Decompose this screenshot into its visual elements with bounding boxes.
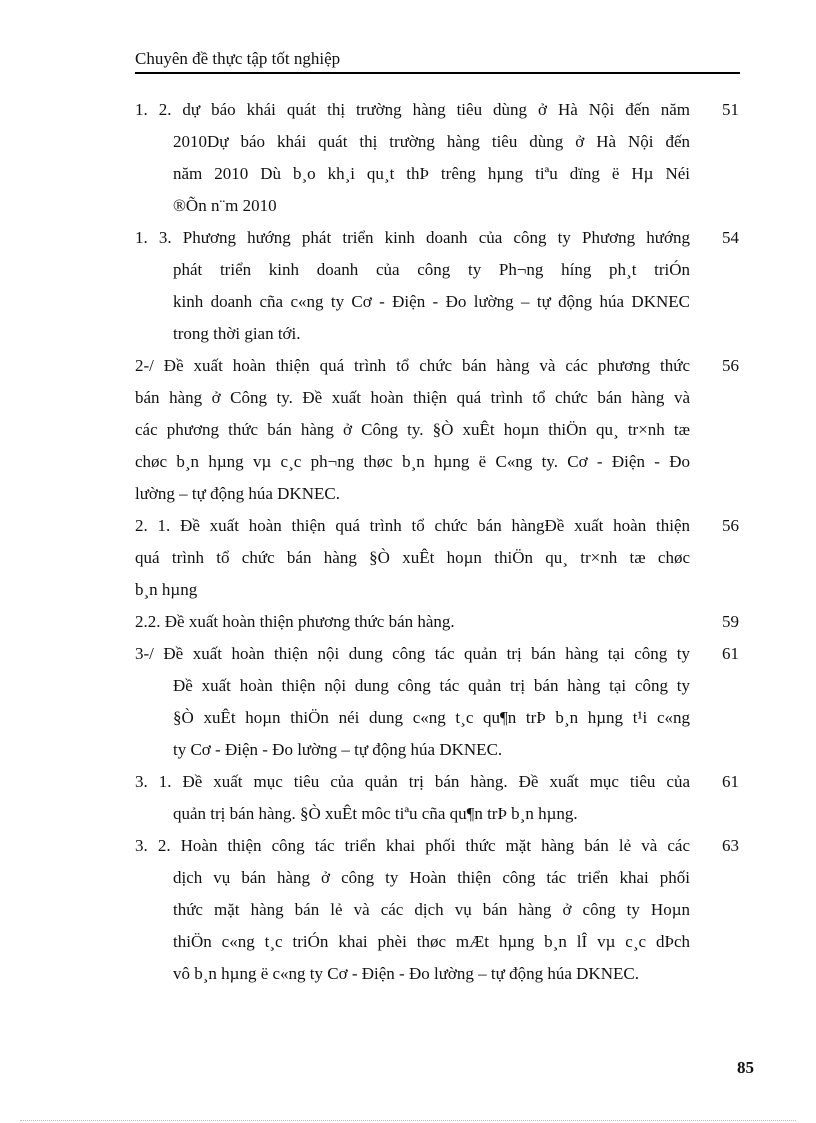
- header-title: Chuyên đề thực tập tốt nghiệp: [135, 49, 341, 68]
- toc-line: 1. 3. Phương hướng phát triển kinh doanh của công ty Phương hướng: [135, 228, 690, 247]
- toc-line: lường – tự động húa DKNEC.: [135, 484, 340, 503]
- page-number: 85: [737, 1058, 754, 1077]
- toc-entry[interactable]: [135, 830, 741, 990]
- toc-page-number: 56: [722, 516, 739, 535]
- toc-line: 2. 1. Đề xuất hoàn thiện quá trình tổ chức bán hàngĐề xuất hoàn thiện: [135, 516, 690, 535]
- toc-entry[interactable]: [135, 222, 741, 350]
- toc-line: quản trị bán hàng. §Ò xuÊt môc tiªu cña qu¶n trÞ b¸n hµng.: [173, 804, 578, 823]
- toc-line: 3-/ Đề xuất hoàn thiện nội dung công tác quản trị bán hàng tại công ty: [135, 644, 690, 663]
- toc-entry[interactable]: [135, 510, 741, 606]
- toc-entry[interactable]: [135, 766, 741, 830]
- toc-line: ty Cơ - Điện - Đo lường – tự động húa DKNEC.: [173, 740, 503, 759]
- toc-line: 2010Dự báo khái quát thị trường hàng tiêu dùng ở Hà Nội đến: [173, 132, 690, 151]
- toc-line: năm 2010 Dù b¸o kh¸i qu¸t thÞ trêng hµng tiªu dïng ë Hµ Néi: [173, 164, 690, 183]
- toc-line: quá trình tổ chức bán hàng §Ò xuÊt hoµn thiÖn qu¸ tr×nh tæ chøc: [135, 548, 690, 567]
- table-of-contents: [135, 94, 741, 990]
- toc-page-number: 61: [722, 772, 739, 791]
- toc-line: thiÖn c«ng t¸c triÓn khai phèi thøc mÆt hµng b¸n lÎ vµ c¸c dÞch: [173, 932, 690, 951]
- toc-line: 3. 2. Hoàn thiện công tác triển khai phối thức mặt hàng bán lẻ và các: [135, 836, 690, 855]
- toc-line: Đề xuất hoàn thiện nội dung công tác quản trị bán hàng tại công ty: [173, 676, 690, 695]
- toc-page-number: 56: [722, 356, 739, 375]
- toc-line: §Ò xuÊt hoµn thiÖn néi dung c«ng t¸c qu¶n trÞ b¸n hµng t¹i c«ng: [173, 708, 690, 727]
- toc-entry[interactable]: [135, 94, 741, 222]
- toc-line: 2.2. Đề xuất hoàn thiện phương thức bán hàng.: [135, 612, 455, 631]
- toc-line: thức mặt hàng bán lẻ và các dịch vụ bán hàng ở công ty Hoµn: [173, 900, 690, 919]
- toc-line: các phương thức bán hàng ở Công ty. §Ò xuÊt hoµn thiÖn qu¸ tr×nh tæ: [135, 420, 690, 439]
- toc-entry[interactable]: [135, 638, 741, 766]
- toc-line: b¸n hµng: [135, 580, 198, 599]
- toc-line: 3. 1. Đề xuất mục tiêu của quản trị bán hàng. Đề xuất mục tiêu của: [135, 772, 690, 791]
- toc-line: phát triển kinh doanh của công ty Ph¬ng híng ph¸t triÓn: [173, 260, 690, 279]
- toc-page-number: 51: [722, 100, 739, 119]
- toc-entry[interactable]: [135, 606, 741, 638]
- toc-line: kinh doanh cña c«ng ty Cơ - Điện - Đo lường – tự động húa DKNEC: [173, 292, 690, 311]
- toc-line: dịch vụ bán hàng ở công ty Hoàn thiện công tác triển khai phối: [173, 868, 690, 887]
- toc-page-number: 61: [722, 644, 739, 663]
- toc-line: chøc b¸n hµng vµ c¸c ph¬ng thøc b¸n hµng ë C«ng ty. Cơ - Điện - Đo: [135, 452, 690, 471]
- toc-page-number: 63: [722, 836, 739, 855]
- toc-line: vô b¸n hµng ë c«ng ty Cơ - Điện - Đo lường – tự động húa DKNEC.: [173, 964, 639, 983]
- toc-page-number: 54: [722, 228, 739, 247]
- toc-line: 1. 2. dự báo khái quát thị trường hàng tiêu dùng ở Hà Nội đến năm: [135, 100, 690, 119]
- page-header: [135, 48, 740, 74]
- page-bottom-divider: [20, 1120, 796, 1121]
- toc-line: bán hàng ở Công ty. Đề xuất hoàn thiện quá trình tổ chức bán hàng và: [135, 388, 690, 407]
- toc-line: 2-/ Đề xuất hoàn thiện quá trình tổ chức bán hàng và các phương thức: [135, 356, 690, 375]
- toc-page-number: 59: [722, 612, 739, 631]
- toc-line: trong thời gian tới.: [173, 324, 301, 343]
- toc-line: ®Õn n¨m 2010: [173, 196, 277, 215]
- toc-entry[interactable]: [135, 350, 741, 510]
